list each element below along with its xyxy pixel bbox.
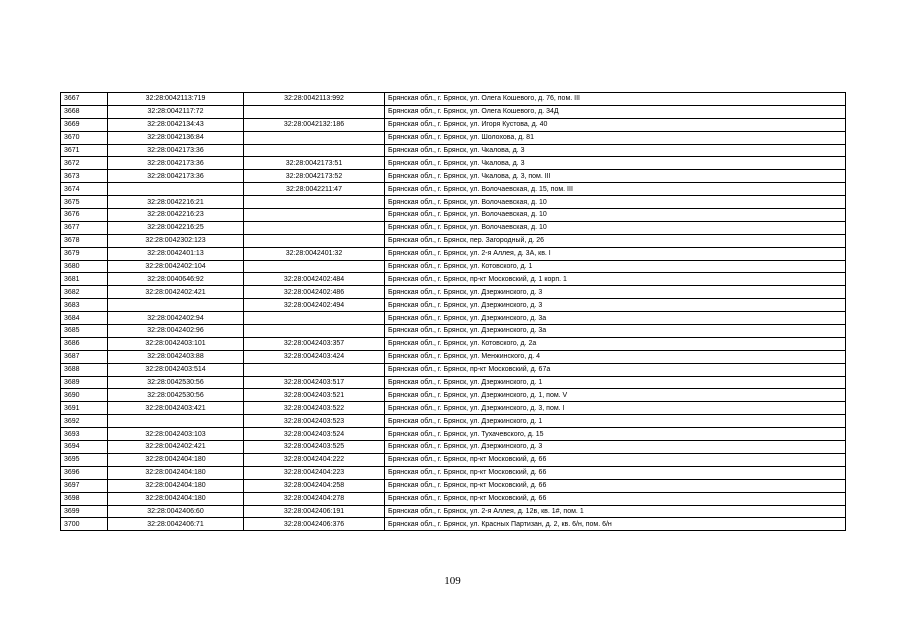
address-cell: Брянская обл., г. Брянск, ул. Дзержинского, д. 1 [385,376,846,389]
table-row [61,441,846,454]
row-number-cell: 3670 [61,131,108,144]
address-cell: Брянская обл., г. Брянск, ул. Шолохова, д. 81 [385,131,846,144]
row-number-cell: 3677 [61,221,108,234]
cadastral-number-cell: 32:28:0042406:60 [108,505,244,518]
address-cell: Брянская обл., г. Брянск, ул. Менжинского, д. 4 [385,350,846,363]
address-cell: Брянская обл., г. Брянск, пр-кт Московский, д. 66 [385,466,846,479]
cadastral-number-cell: 32:28:0042173:36 [108,170,244,183]
premises-cadastral-number-cell: 32:28:0042403:424 [244,350,385,363]
address-cell: Брянская обл., г. Брянск, пер. Загородный, д. 26 [385,234,846,247]
row-number-cell: 3686 [61,337,108,350]
table-row [61,286,846,299]
premises-cadastral-number-cell [244,325,385,338]
premises-cadastral-number-cell: 32:28:0042404:222 [244,453,385,466]
address-cell: Брянская обл., г. Брянск, ул. Чкалова, д. 3 [385,157,846,170]
address-cell: Брянская обл., г. Брянск, ул. Тухачевского, д. 15 [385,428,846,441]
table-row [61,299,846,312]
table-row [61,492,846,505]
row-number-cell: 3678 [61,234,108,247]
premises-cadastral-number-cell: 32:28:0042406:376 [244,518,385,531]
row-number-cell: 3675 [61,196,108,209]
premises-cadastral-number-cell [244,363,385,376]
premises-cadastral-number-cell [244,234,385,247]
row-number-cell: 3667 [61,93,108,106]
premises-cadastral-number-cell: 32:28:0042113:992 [244,93,385,106]
table-row [61,312,846,325]
premises-cadastral-number-cell: 32:28:0042132:186 [244,118,385,131]
table-row [61,118,846,131]
address-cell: Брянская обл., г. Брянск, ул. Чкалова, д. 3, пом. III [385,170,846,183]
cadastral-number-cell: 32:28:0042173:36 [108,157,244,170]
table-row [61,505,846,518]
cadastral-number-cell: 32:28:0042403:88 [108,350,244,363]
row-number-cell: 3673 [61,170,108,183]
cadastral-number-cell: 32:28:0042402:104 [108,260,244,273]
premises-cadastral-number-cell [244,105,385,118]
address-cell: Брянская обл., г. Брянск, ул. Дзержинского, д. 3, пом. I [385,402,846,415]
address-cell: Брянская обл., г. Брянск, ул. Дзержинского, д. 3 [385,299,846,312]
row-number-cell: 3693 [61,428,108,441]
address-cell: Брянская обл., г. Брянск, ул. Волочаевская, д. 10 [385,221,846,234]
row-number-cell: 3672 [61,157,108,170]
address-cell: Брянская обл., г. Брянск, ул. 2-я Аллея, д. 3А, кв. I [385,247,846,260]
table-row [61,144,846,157]
premises-cadastral-number-cell: 32:28:0042173:52 [244,170,385,183]
cadastral-number-cell: 32:28:0042216:21 [108,196,244,209]
premises-cadastral-number-cell: 32:28:0042403:524 [244,428,385,441]
premises-cadastral-number-cell [244,312,385,325]
cadastral-number-cell [108,415,244,428]
address-cell: Брянская обл., г. Брянск, ул. Дзержинского, д. 3 [385,286,846,299]
table-row [61,221,846,234]
address-cell: Брянская обл., г. Брянск, пр-кт Московский, д. 66 [385,492,846,505]
cadastral-number-cell [108,299,244,312]
cadastral-number-cell: 32:28:0042136:84 [108,131,244,144]
premises-cadastral-number-cell: 32:28:0042403:521 [244,389,385,402]
table-row [61,428,846,441]
premises-cadastral-number-cell: 32:28:0042403:523 [244,415,385,428]
premises-cadastral-number-cell: 32:28:0042404:278 [244,492,385,505]
table-row [61,157,846,170]
row-number-cell: 3687 [61,350,108,363]
page-number: 109 [444,575,461,587]
cadastral-number-cell: 32:28:0040646:92 [108,273,244,286]
address-cell: Брянская обл., г. Брянск, ул. Волочаевская, д. 15, пом. III [385,183,846,196]
table-row [61,247,846,260]
cadastral-number-cell: 32:28:0042113:719 [108,93,244,106]
premises-cadastral-number-cell: 32:28:0042403:517 [244,376,385,389]
row-number-cell: 3690 [61,389,108,402]
cadastral-number-cell: 32:28:0042134:43 [108,118,244,131]
row-number-cell: 3681 [61,273,108,286]
cadastral-number-cell: 32:28:0042404:180 [108,453,244,466]
address-cell: Брянская обл., г. Брянск, ул. Чкалова, д. 3 [385,144,846,157]
cadastral-number-cell: 32:28:0042302:123 [108,234,244,247]
table-row [61,363,846,376]
address-cell: Брянская обл., г. Брянск, ул. Котовского, д. 2а [385,337,846,350]
address-cell: Брянская обл., г. Брянск, ул. Олега Кошевого, д. 76, пом. III [385,93,846,106]
cadastral-number-cell: 32:28:0042117:72 [108,105,244,118]
table-row [61,183,846,196]
row-number-cell: 3691 [61,402,108,415]
premises-cadastral-number-cell: 32:28:0042402:484 [244,273,385,286]
cadastral-number-cell: 32:28:0042403:103 [108,428,244,441]
address-cell: Брянская обл., г. Брянск, ул. Дзержинского, д. 1, пом. V [385,389,846,402]
row-number-cell: 3698 [61,492,108,505]
table-row [61,93,846,106]
cadastral-number-cell: 32:28:0042402:94 [108,312,244,325]
address-cell: Брянская обл., г. Брянск, ул. Олега Кошевого, д. 34Д [385,105,846,118]
cadastral-number-cell: 32:28:0042530:56 [108,376,244,389]
cadastral-number-cell: 32:28:0042403:101 [108,337,244,350]
cadastral-number-cell: 32:28:0042404:180 [108,479,244,492]
address-cell: Брянская обл., г. Брянск, ул. 2-я Аллея, д. 12в, кв. 1#, пом. 1 [385,505,846,518]
row-number-cell: 3680 [61,260,108,273]
cadastral-number-cell: 32:28:0042404:180 [108,492,244,505]
cadastral-number-cell: 32:28:0042403:421 [108,402,244,415]
cadastral-number-cell: 32:28:0042406:71 [108,518,244,531]
cadastral-number-cell: 32:28:0042216:25 [108,221,244,234]
row-number-cell: 3694 [61,441,108,454]
row-number-cell: 3688 [61,363,108,376]
row-number-cell: 3671 [61,144,108,157]
row-number-cell: 3697 [61,479,108,492]
premises-cadastral-number-cell [244,196,385,209]
table-row [61,131,846,144]
table-row [61,518,846,531]
table-row [61,376,846,389]
row-number-cell: 3695 [61,453,108,466]
table-row [61,325,846,338]
address-cell: Брянская обл., г. Брянск, ул. Дзержинского, д. 3а [385,325,846,338]
address-cell: Брянская обл., г. Брянск, ул. Красных Партизан, д. 2, кв. 6/н, пом. 6/н [385,518,846,531]
table-row [61,260,846,273]
premises-cadastral-number-cell [244,221,385,234]
premises-cadastral-number-cell: 32:28:0042173:51 [244,157,385,170]
address-cell: Брянская обл., г. Брянск, ул. Волочаевская, д. 10 [385,196,846,209]
premises-cadastral-number-cell: 32:28:0042402:494 [244,299,385,312]
table-row [61,170,846,183]
row-number-cell: 3699 [61,505,108,518]
cadastral-number-cell: 32:28:0042530:56 [108,389,244,402]
row-number-cell: 3689 [61,376,108,389]
address-cell: Брянская обл., г. Брянск, пр-кт Московский, д. 67а [385,363,846,376]
premises-cadastral-number-cell: 32:28:0042404:223 [244,466,385,479]
premises-cadastral-number-cell: 32:28:0042211:47 [244,183,385,196]
table-row [61,234,846,247]
address-cell: Брянская обл., г. Брянск, пр-кт Московский, д. 66 [385,479,846,492]
table-row [61,453,846,466]
table-row [61,479,846,492]
cadastral-number-cell: 32:28:0042402:421 [108,441,244,454]
premises-cadastral-number-cell: 32:28:0042402:486 [244,286,385,299]
address-cell: Брянская обл., г. Брянск, ул. Дзержинского, д. 1 [385,415,846,428]
address-cell: Брянская обл., г. Брянск, ул. Дзержинского, д. 3а [385,312,846,325]
premises-cadastral-number-cell [244,209,385,222]
table-row [61,209,846,222]
row-number-cell: 3669 [61,118,108,131]
premises-cadastral-number-cell: 32:28:0042401:32 [244,247,385,260]
row-number-cell: 3692 [61,415,108,428]
row-number-cell: 3684 [61,312,108,325]
cadastral-number-cell: 32:28:0042173:36 [108,144,244,157]
address-cell: Брянская обл., г. Брянск, пр-кт Московский, д. 66 [385,453,846,466]
premises-cadastral-number-cell [244,131,385,144]
table-row [61,389,846,402]
premises-cadastral-number-cell: 32:28:0042403:357 [244,337,385,350]
registry-table-body [61,93,846,531]
cadastral-number-cell: 32:28:0042402:421 [108,286,244,299]
address-cell: Брянская обл., г. Брянск, ул. Волочаевская, д. 10 [385,209,846,222]
row-number-cell: 3696 [61,466,108,479]
cadastral-number-cell: 32:28:0042216:23 [108,209,244,222]
address-cell: Брянская обл., г. Брянск, ул. Котовского, д. 1 [385,260,846,273]
table-row [61,466,846,479]
premises-cadastral-number-cell: 32:28:0042403:522 [244,402,385,415]
registry-table [60,92,846,531]
row-number-cell: 3674 [61,183,108,196]
address-cell: Брянская обл., г. Брянск, пр-кт Московский, д. 1 корп. 1 [385,273,846,286]
row-number-cell: 3685 [61,325,108,338]
row-number-cell: 3668 [61,105,108,118]
address-cell: Брянская обл., г. Брянск, ул. Игоря Кустова, д. 40 [385,118,846,131]
cadastral-number-cell: 32:28:0042404:180 [108,466,244,479]
premises-cadastral-number-cell: 32:28:0042403:525 [244,441,385,454]
premises-cadastral-number-cell [244,260,385,273]
table-row [61,402,846,415]
table-row [61,350,846,363]
cadastral-number-cell: 32:28:0042403:514 [108,363,244,376]
premises-cadastral-number-cell: 32:28:0042406:191 [244,505,385,518]
table-row [61,415,846,428]
cadastral-number-cell: 32:28:0042402:96 [108,325,244,338]
premises-cadastral-number-cell [244,144,385,157]
address-cell: Брянская обл., г. Брянск, ул. Дзержинского, д. 3 [385,441,846,454]
table-row [61,273,846,286]
row-number-cell: 3683 [61,299,108,312]
row-number-cell: 3676 [61,209,108,222]
row-number-cell: 3679 [61,247,108,260]
cadastral-number-cell: 32:28:0042401:13 [108,247,244,260]
table-row [61,105,846,118]
row-number-cell: 3682 [61,286,108,299]
table-row [61,337,846,350]
cadastral-number-cell [108,183,244,196]
row-number-cell: 3700 [61,518,108,531]
premises-cadastral-number-cell: 32:28:0042404:258 [244,479,385,492]
table-row [61,196,846,209]
